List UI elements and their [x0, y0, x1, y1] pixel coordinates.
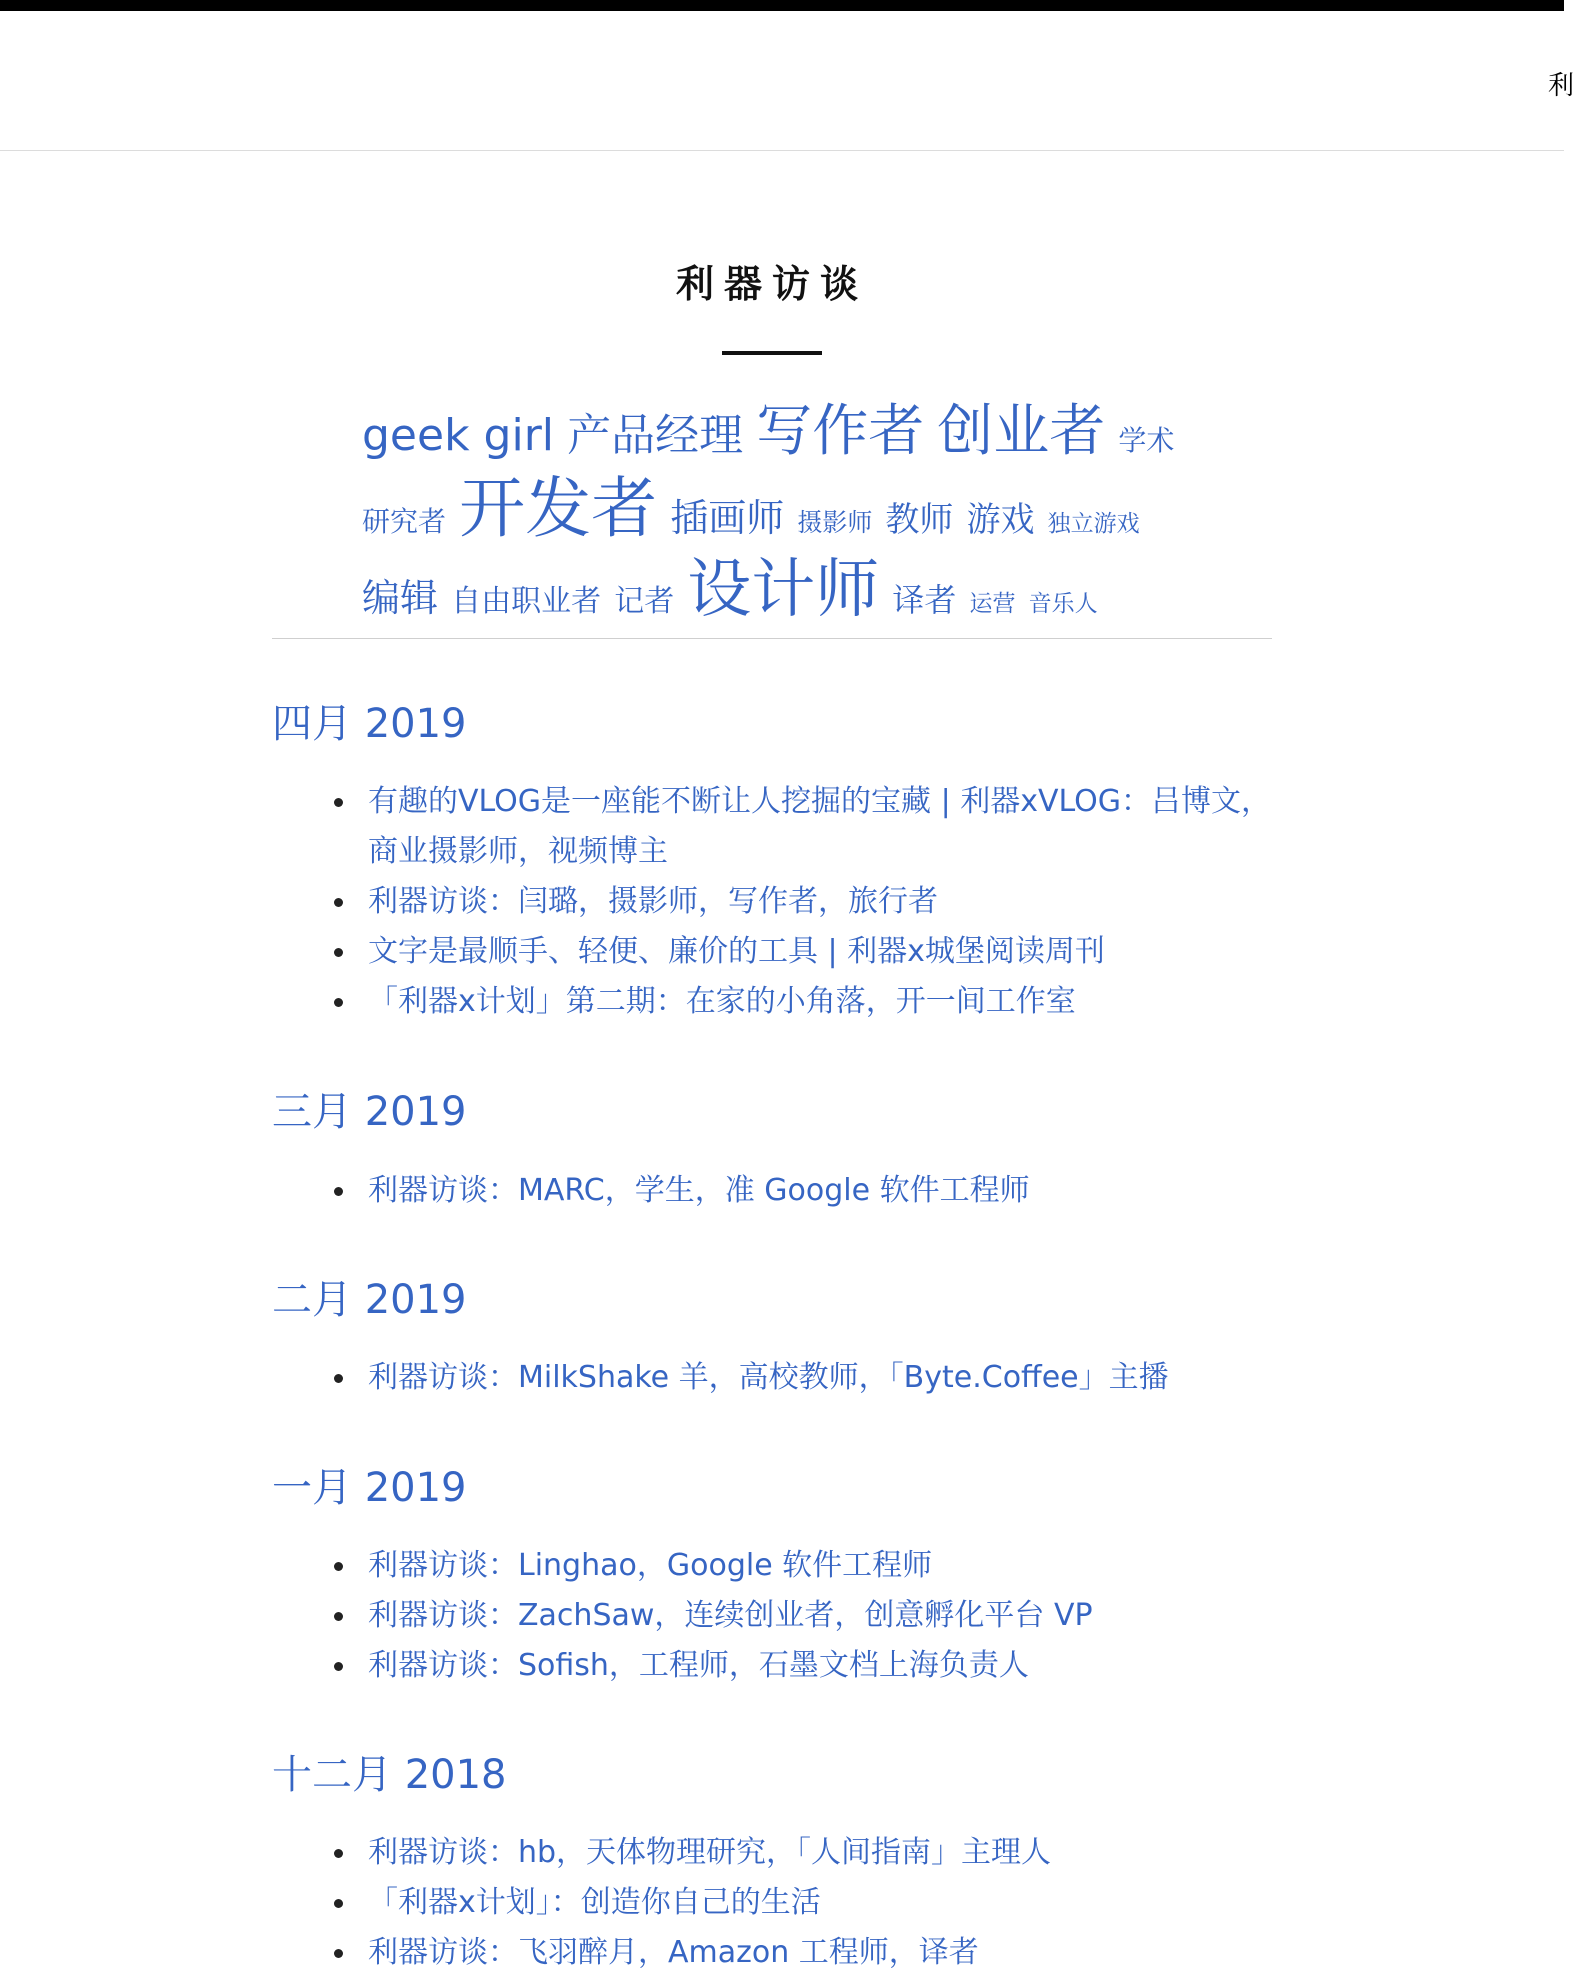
tag-link[interactable]: 教师	[885, 500, 954, 540]
header-nav-link[interactable]: 利	[1547, 71, 1574, 101]
list-item	[272, 1928, 1272, 1978]
list-item	[272, 977, 1272, 1027]
post-list	[272, 1828, 1272, 1978]
post-link[interactable]: 利器访谈：飞羽醉月，Amazon 工程师，译者	[368, 1935, 979, 1970]
month-heading: 四月 2019	[272, 701, 467, 747]
list-item	[272, 1591, 1272, 1641]
post-link[interactable]: 利器访谈：闫璐，摄影师，写作者，旅行者	[368, 884, 938, 919]
tag-cloud	[362, 400, 1184, 638]
tag-link[interactable]: 编辑	[362, 576, 439, 620]
list-item	[272, 1641, 1272, 1691]
list-item	[272, 1166, 1272, 1216]
list-item	[272, 1878, 1272, 1928]
post-link[interactable]: 利器访谈：Linghao，Google 软件工程师	[368, 1548, 933, 1583]
tag-link[interactable]: 独立游戏	[1047, 511, 1140, 537]
tag-link[interactable]: 游戏	[966, 500, 1035, 540]
post-link[interactable]: 「利器x计划」第二期：在家的小角落，开一间工作室	[368, 984, 1076, 1019]
post-link[interactable]: 有趣的VLOG是一座能不断让人挖掘的宝藏 | 利器xVLOG：吕博文，商业摄影师，视频博主	[368, 784, 1271, 869]
tag-link[interactable]: 开发者	[459, 470, 658, 547]
list-item	[272, 1828, 1272, 1878]
post-list	[272, 1166, 1272, 1216]
tag-link[interactable]: 设计师	[687, 553, 880, 627]
list-item	[272, 927, 1272, 977]
post-link[interactable]: 利器访谈：MilkShake 羊，高校教师，「Byte.Coffee」主播	[368, 1360, 1169, 1395]
page-title: 利器访谈	[675, 262, 868, 306]
month-heading: 二月 2019	[272, 1277, 467, 1323]
post-list	[272, 777, 1272, 1027]
post-link[interactable]: 利器访谈：Sofish，工程师，石墨文档上海负责人	[368, 1648, 1029, 1683]
list-item	[272, 777, 1272, 877]
tag-link[interactable]: 插画师	[670, 496, 785, 540]
month-heading: 十二月 2018	[272, 1752, 507, 1798]
tag-link[interactable]: 创业者	[937, 399, 1106, 464]
month-heading: 三月 2019	[272, 1089, 467, 1135]
month-heading: 一月 2019	[272, 1465, 467, 1511]
tag-link[interactable]: 写作者	[756, 399, 925, 464]
post-link[interactable]: 利器访谈：hb，天体物理研究，「人间指南」主理人	[368, 1835, 1052, 1870]
post-link[interactable]: 「利器x计划」：创造你自己的生活	[368, 1885, 821, 1920]
post-link[interactable]: 文字是最顺手、轻便、廉价的工具 | 利器x城堡阅读周刊	[368, 934, 1105, 969]
list-item	[272, 1353, 1272, 1403]
post-list	[272, 1541, 1272, 1691]
list-item	[272, 877, 1272, 927]
post-link[interactable]: 利器访谈：ZachSaw，连续创业者，创意孵化平台 VP	[368, 1598, 1093, 1633]
tag-link[interactable]: 摄影师	[797, 508, 873, 537]
post-list	[272, 1353, 1272, 1403]
tag-link[interactable]: 音乐人	[1028, 591, 1098, 617]
tag-link[interactable]: 译者	[892, 581, 957, 619]
tag-link[interactable]: 产品经理	[567, 410, 744, 461]
tag-link[interactable]: 自由职业者	[451, 584, 602, 619]
top-bar	[0, 0, 1564, 11]
tag-link[interactable]: 运营	[969, 591, 1016, 617]
site-header	[0, 11, 1574, 151]
tag-link[interactable]: 记者	[614, 584, 675, 619]
section-divider	[272, 638, 1272, 639]
post-link[interactable]: 利器访谈：MARC，学生，准 Google 软件工程师	[368, 1173, 1030, 1208]
list-item	[272, 1541, 1272, 1591]
title-underline	[722, 351, 822, 355]
tag-link[interactable]: geek girl	[362, 410, 555, 461]
tag-link[interactable]: 学术研究者	[362, 424, 1175, 538]
